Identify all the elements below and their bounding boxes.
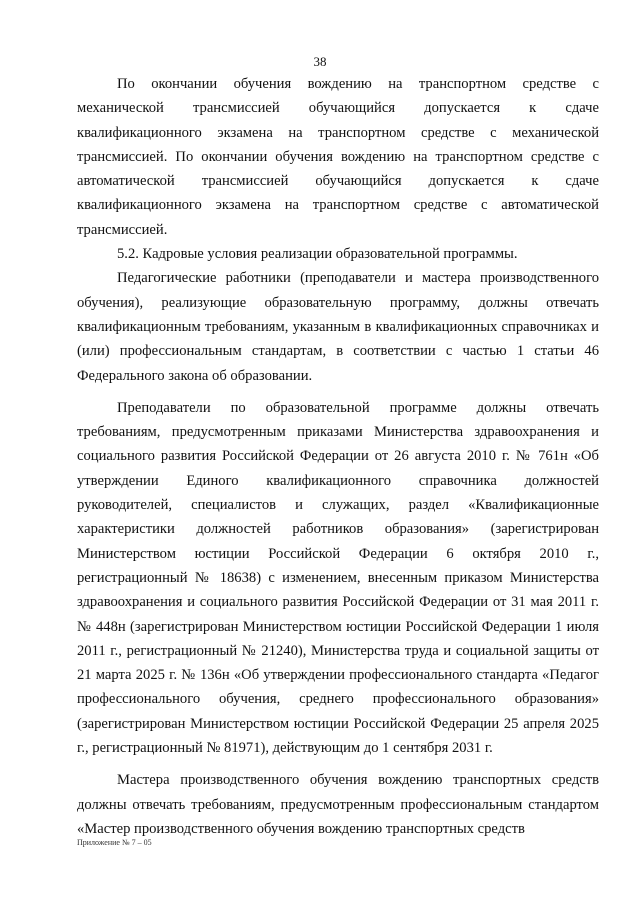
- paragraph-teachers-requirements: Преподаватели по образовательной программе должны отвечать требованиям, предусмотренным приказами Министерства здравоохранения и социального развития Российской Федерации от 26 августа 2010 г. № 761н «Об утверждении Единого квалификационного справочника должностей руководителей, специалистов и служащих, раздел «Квалификационные характеристики должностей работников образования» (зарегистрирован Министерством юстиции Российской Федерации 6 октября 2010 г., регистрационный № 18638) с изменением, внесенным приказом Министерства здравоохранения и социального развития Российской Федерации от 31 мая 2011 г. № 448н (зарегистрирован Министерством юстиции Российской Федерации 1 июля 2011 г., регистрационный № 21240), Министерства труда и социальной защиты от 21 марта 2025 г. № 136н «Об утверждении профессионального стандарта «Педагог профессионального обучения, среднего профессионального образования» (зарегистрирован Министерством юстиции Российской Федерации 25 апреля 2025 г., регистрационный № 81971), действующим до 1 сентября 2031 г.: [77, 399, 599, 757]
- paragraph-masters-requirements: Мастера производственного обучения вождению транспортных средств должны отвечать требованиям, предусмотренным профессиональным стандартом «Мастер производственного обучения вождению транспортных средств: [77, 772, 599, 837]
- footer-appendix-note: Приложение № 7 – 05: [77, 838, 152, 847]
- paragraph-transmission: По окончании обучения вождению на транспортном средстве с механической трансмиссией обучающийся допускается к сдаче квалификационного экзамена на транспортном средстве с механической трансмиссией. По окончании обучения вождению на транспортном средстве с автоматической трансмиссией обучающийся допускается к сдаче квалификационного экзамена на транспортном средстве с автоматической трансмиссией.: [77, 76, 599, 238]
- document-body: [77, 72, 599, 841]
- page-number: 38: [313, 54, 327, 69]
- paragraph-teaching-staff: Педагогические работники (преподаватели и мастера производственного обучения), реализующие образовательную программу, должны отвечать квалификационным требованиям, указанным в квалификационных справочниках и (или) профессиональным стандартам, в соответствии с частью 1 статьи 46 Федерального закона об образовании.: [77, 270, 599, 384]
- paragraph-section-heading: 5.2. Кадровые условия реализации образовательной программы.: [117, 246, 518, 263]
